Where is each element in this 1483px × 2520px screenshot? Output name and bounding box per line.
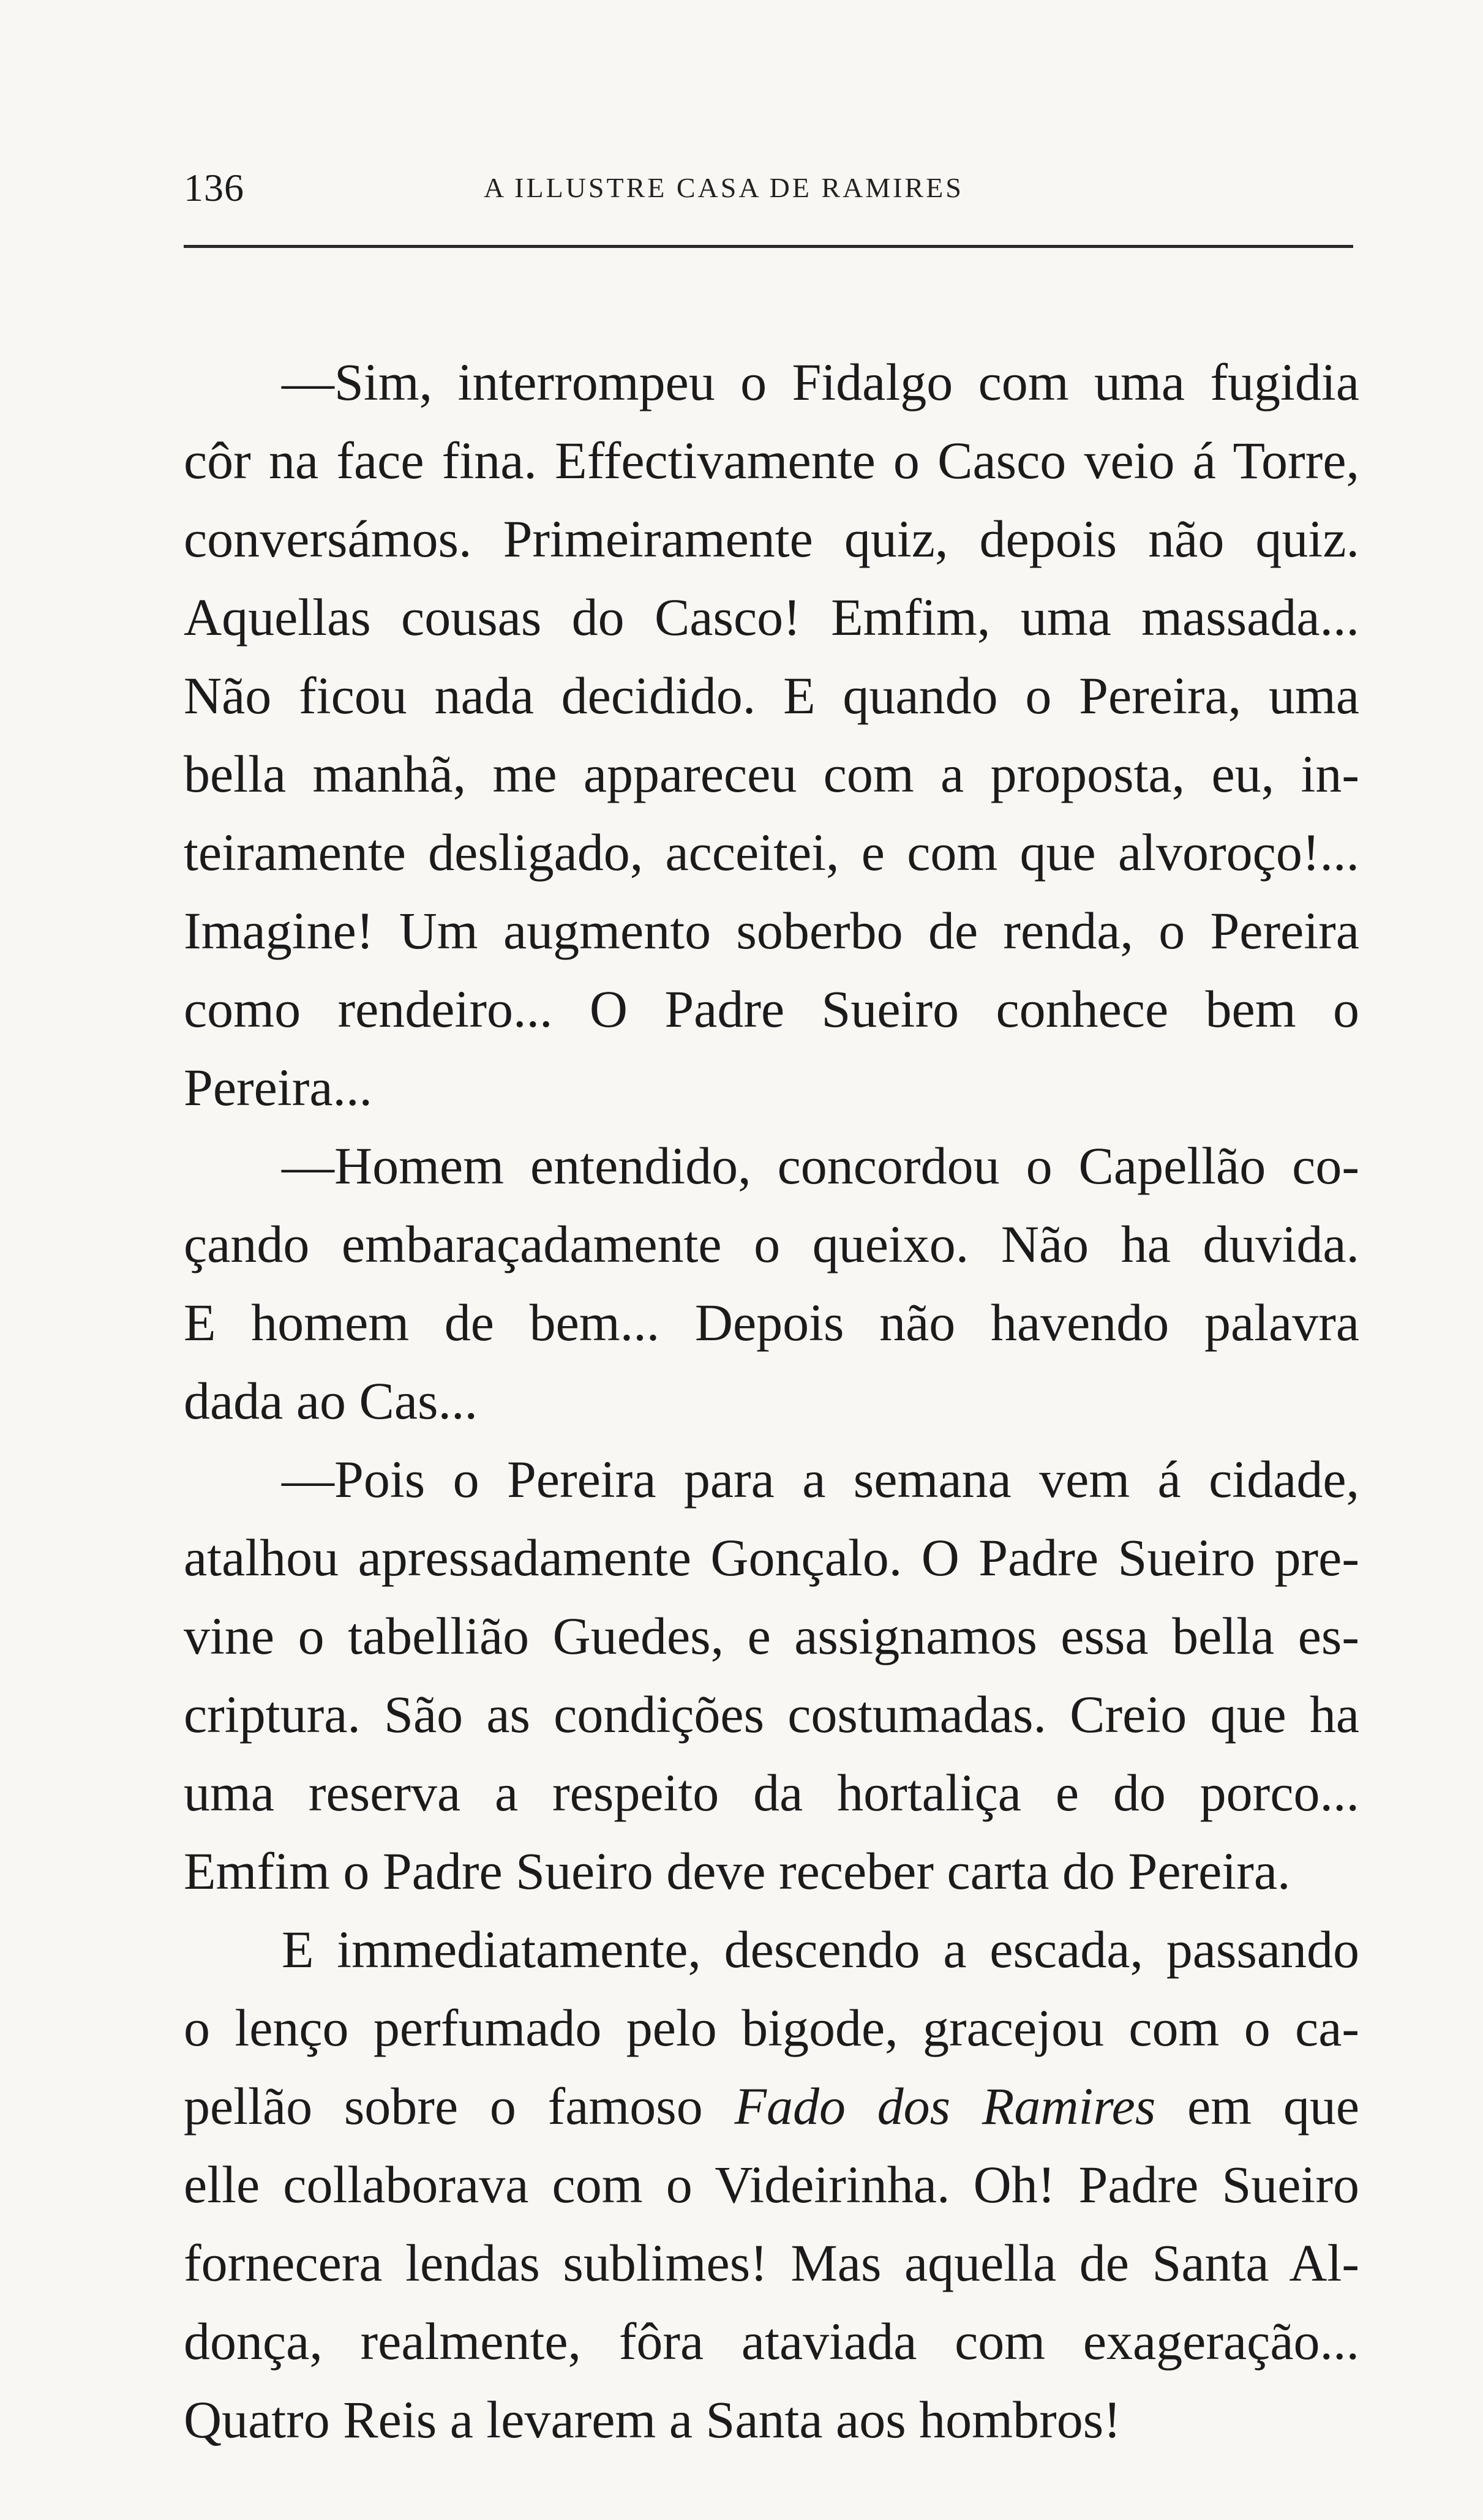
text-line: bella manhã, me appareceu com a proposta, eu, in- <box>184 744 1359 803</box>
text-line: teiramente desligado, acceitei, e com que alvoroço!... <box>184 823 1359 882</box>
text-line: çando embaraçadamente o queixo. Não ha duvida. <box>184 1215 1359 1273</box>
text-line: Emfim o Padre Sueiro deve receber carta do Pereira. <box>184 1842 1291 1900</box>
text-line: como rendeiro... O Padre Sueiro conhece bem o <box>184 980 1359 1038</box>
text-line: donça, realmente, fôra ataviada com exageração... <box>184 2312 1359 2371</box>
text-line: E homem de bem... Depois não havendo palavra <box>184 1293 1359 1352</box>
text-fragment: pellão sobre o famoso <box>184 2077 735 2136</box>
text-line: fornecera lendas sublimes! Mas aquella de Santa Al- <box>184 2233 1359 2292</box>
text-line: conversámos. Primeiramente quiz, depois não quiz. <box>184 509 1359 568</box>
text-line-mixed <box>184 2067 1359 2145</box>
body-text <box>184 343 1359 2459</box>
text-line: —Homem entendido, concordou o Capellão co- <box>282 1136 1359 1195</box>
text-line: E immediatamente, descendo a escada, passando <box>282 1920 1359 1979</box>
text-line: Aquellas cousas do Casco! Emfim, uma massada... <box>184 588 1359 647</box>
page-header <box>184 165 1347 220</box>
text-line: côr na face fina. Effectivamente o Casco veio á Torre, <box>184 431 1359 490</box>
text-line: —Sim, interrompeu o Fidalgo com uma fugidia <box>282 353 1359 411</box>
text-line: criptura. São as condições costumadas. Creio que ha <box>184 1685 1359 1744</box>
text-line: Imagine! Um augmento soberbo de renda, o Pereira <box>184 901 1359 960</box>
text-line: dada ao Cas... <box>184 1371 478 1430</box>
text-line: Não ficou nada decidido. E quando o Pereira, uma <box>184 666 1359 725</box>
header-rule <box>184 245 1353 248</box>
text-line: uma reserva a respeito da hortaliça e do porco... <box>184 1763 1359 1822</box>
text-line: vine o tabellião Guedes, e assignamos essa bella es- <box>184 1607 1359 1665</box>
text-line: Quatro Reis a levarem a Santa aos hombros! <box>184 2390 1121 2449</box>
text-line: atalhou apressadamente Gonçalo. O Padre Sueiro pre- <box>184 1528 1359 1587</box>
text-line: —Pois o Pereira para a semana vem á cidade, <box>282 1450 1359 1509</box>
page-number: 136 <box>184 166 244 209</box>
text-fragment: em que <box>1155 2077 1359 2136</box>
running-title: A ILLUSTRE CASA DE RAMIRES <box>484 172 964 203</box>
text-line: o lenço perfumado pelo bigode, gracejou com o ca- <box>184 1998 1359 2057</box>
text-line: Pereira... <box>184 1058 373 1117</box>
italic-title: Fado dos Ramires <box>734 2077 1156 2136</box>
text-line: elle collaborava com o Videirinha. Oh! Padre Sueiro <box>184 2155 1359 2214</box>
